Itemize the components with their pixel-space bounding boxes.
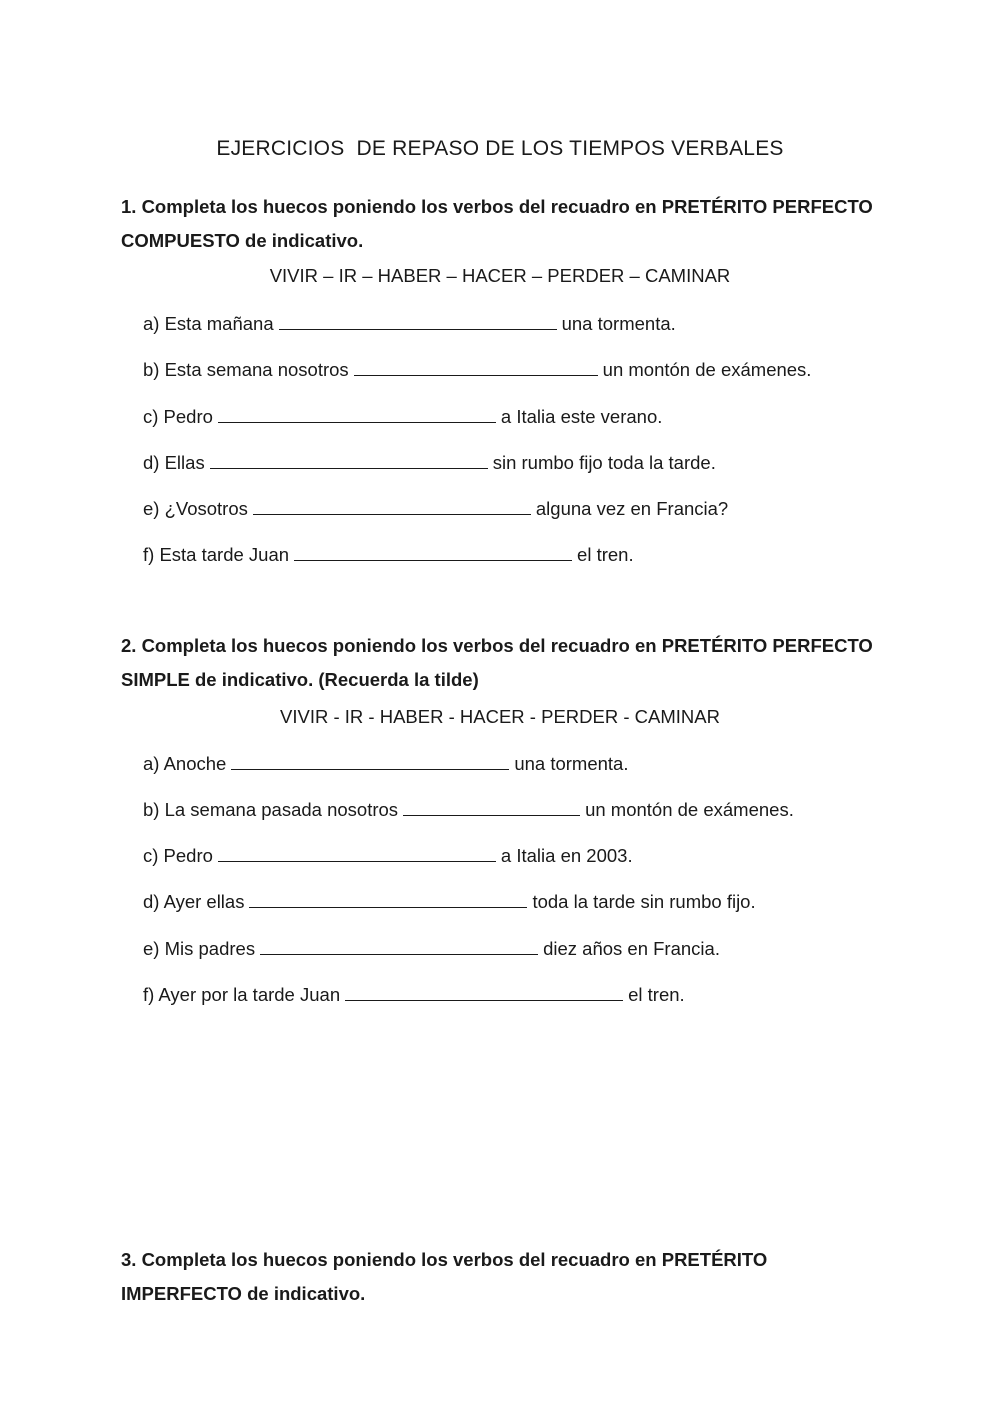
answer-blank[interactable] — [218, 405, 496, 423]
item-prefix: d) Ayer ellas — [143, 891, 245, 912]
item-prefix: e) Mis padres — [143, 938, 256, 959]
item-suffix: el tren. — [577, 544, 634, 565]
item-suffix: un montón de exámenes. — [585, 799, 794, 820]
item-suffix: a Italia en 2003. — [500, 845, 633, 866]
answer-blank[interactable] — [354, 358, 598, 376]
exercise-1-item-f — [143, 543, 634, 566]
item-prefix: c) Pedro — [143, 845, 213, 866]
answer-blank[interactable] — [260, 937, 538, 955]
exercise-2-item-b — [143, 798, 794, 821]
item-suffix: a Italia este verano. — [500, 406, 663, 427]
page-title: EJERCICIOS DE REPASO DE LOS TIEMPOS VERBALES — [216, 137, 784, 160]
item-suffix: una tormenta. — [514, 753, 629, 774]
exercise-2-item-e — [143, 937, 720, 960]
answer-blank[interactable] — [218, 844, 496, 862]
item-suffix: una tormenta. — [561, 313, 676, 334]
exercise-1-instruction: 1. Completa los huecos poniendo los verbos del recuadro en PRETÉRITO PERFECTO COMPUESTO de indicativo. — [121, 196, 873, 251]
item-prefix: b) Esta semana nosotros — [143, 359, 349, 380]
item-suffix: un montón de exámenes. — [602, 359, 812, 380]
item-prefix: d) Ellas — [143, 452, 205, 473]
item-prefix: f) Ayer por la tarde Juan — [143, 984, 341, 1005]
exercise-1-item-e — [143, 497, 728, 520]
exercise-2-instruction: 2. Completa los huecos poniendo los verbos del recuadro en PRETÉRITO PERFECTO SIMPLE de indicativo. (Recuerda la tilde) — [121, 635, 873, 690]
item-suffix: toda la tarde sin rumbo fijo. — [532, 891, 756, 912]
answer-blank[interactable] — [403, 798, 580, 816]
answer-blank[interactable] — [279, 312, 557, 330]
exercise-1-item-c — [143, 405, 662, 428]
item-prefix: a) Anoche — [143, 753, 227, 774]
exercise-2-verb-box: VIVIR - IR - HABER - HACER - PERDER - CAMINAR — [280, 706, 720, 727]
answer-blank[interactable] — [210, 451, 488, 469]
exercise-3-instruction: 3. Completa los huecos poniendo los verbos del recuadro en PRETÉRITO IMPERFECTO de indicativo. — [121, 1249, 768, 1304]
exercise-2-item-d — [143, 890, 756, 913]
exercise-2-item-a — [143, 752, 628, 775]
exercise-2-item-c — [143, 844, 633, 867]
exercise-1-verb-box: VIVIR – IR – HABER – HACER – PERDER – CAMINAR — [269, 265, 731, 286]
item-suffix: diez años en Francia. — [543, 938, 720, 959]
item-suffix: alguna vez en Francia? — [535, 498, 729, 519]
item-prefix: f) Esta tarde Juan — [143, 544, 290, 565]
exercise-2-item-f — [143, 983, 685, 1006]
exercise-1-item-a — [143, 312, 676, 335]
answer-blank[interactable] — [231, 752, 509, 770]
answer-blank[interactable] — [345, 983, 623, 1001]
answer-blank[interactable] — [253, 497, 531, 515]
item-prefix: c) Pedro — [143, 406, 213, 427]
item-suffix: sin rumbo fijo toda la tarde. — [492, 452, 716, 473]
exercise-1-item-b — [143, 358, 811, 381]
exercise-1-item-d — [143, 451, 716, 474]
item-suffix: el tren. — [628, 984, 685, 1005]
item-prefix: b) La semana pasada nosotros — [143, 799, 399, 820]
answer-blank[interactable] — [249, 890, 527, 908]
item-prefix: e) ¿Vosotros — [143, 498, 248, 519]
item-prefix: a) Esta mañana — [143, 313, 274, 334]
answer-blank[interactable] — [294, 543, 572, 561]
